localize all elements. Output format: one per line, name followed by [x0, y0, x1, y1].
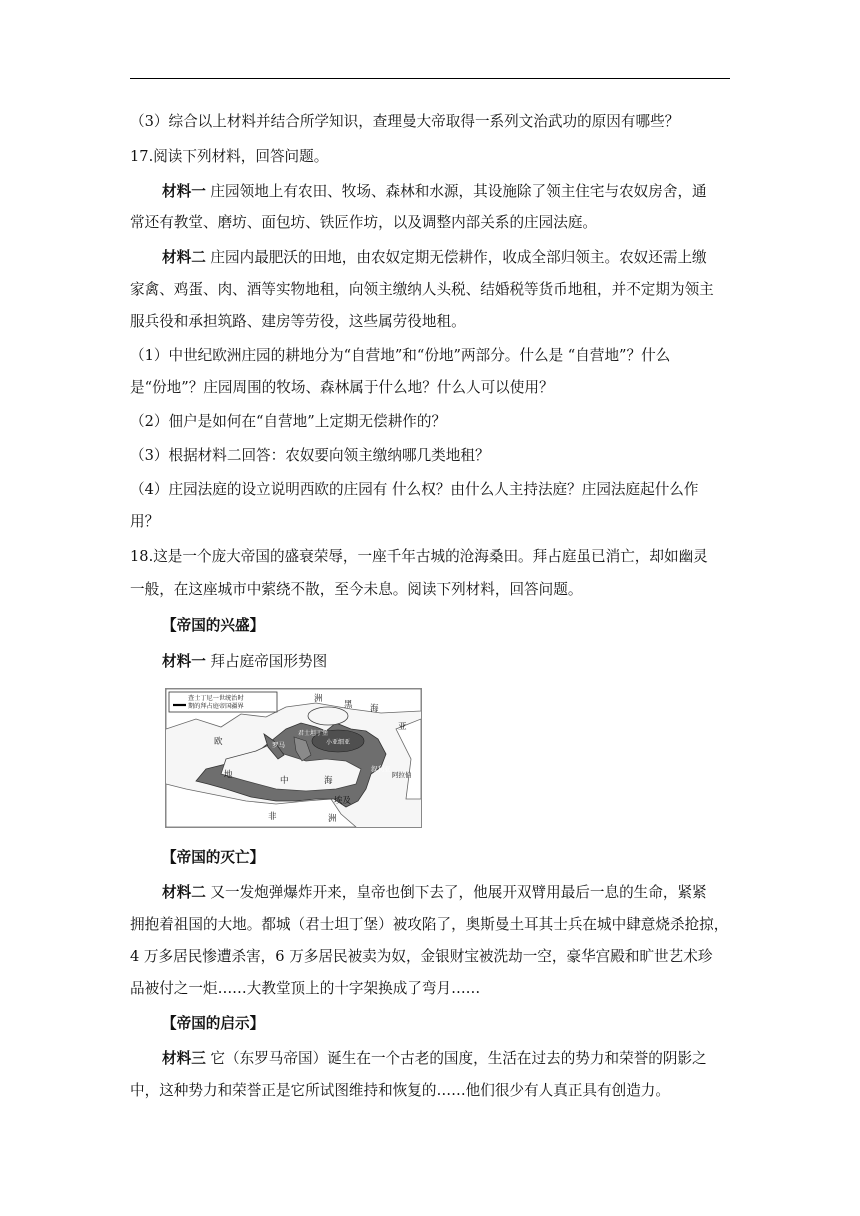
map-label: 海 [324, 776, 333, 786]
map-label: 君士坦丁堡 [298, 730, 329, 737]
q18-material2-line1 [162, 883, 730, 903]
map-label: 埃及 [334, 796, 352, 806]
q17-part4-line2: 用？ [130, 513, 160, 530]
q17-material2-line1 [162, 248, 730, 268]
q18-material1 [162, 652, 730, 672]
q17-part2: （2）佃户是如何在“自营地”上定期无偿耕作的？ [130, 413, 447, 430]
q17-part3: （3）根据材料二回答：农奴要向领主缴纳哪几类地租？ [130, 447, 490, 464]
map-label: 黑 [344, 700, 353, 710]
map-label: 叙利亚 [371, 765, 391, 773]
q18-intro-line1: 18.这是一个庞大帝国的盛衰荣辱，一座千年古城的沧海桑田。拜占庭虽已消亡，却如幽灵 [130, 548, 708, 565]
material-text: 拜占庭帝国形势图 [205, 653, 328, 670]
map-label: 洲 [328, 814, 337, 824]
map-label: 亚 [398, 722, 407, 732]
svg-text:期的拜占庭帝国疆界: 期的拜占庭帝国疆界 [188, 703, 244, 710]
map-label: 中 [280, 776, 289, 786]
section-heading-fall: 【帝国的灭亡】 [162, 849, 265, 866]
map-label: 洲 [314, 694, 323, 704]
map-label: 小亚细亚 [326, 739, 351, 746]
map-label: 海 [370, 704, 379, 714]
q17-material1-line2: 常还有教堂、磨坊、面包坊、铁匠作坊，以及调整内部关系的庄园法庭。 [130, 214, 598, 231]
q16-part3: （3）综合以上材料并结合所学知识，查理曼大帝取得一系列文治武功的原因有哪些？ [130, 113, 680, 130]
material-text: 又一发炮弹爆炸开来，皇帝也倒下去了，他展开双臂用最后一息的生命，紧紧 [205, 884, 707, 901]
q17-material1-line1 [162, 182, 730, 202]
q17-part4-line1: （4）庄园法庭的设立说明西欧的庄园有 什么权？由什么人主持法庭？庄园法庭起什么作 [130, 481, 699, 498]
section-heading-rise: 【帝国的兴盛】 [162, 617, 265, 634]
material-text: 它（东罗马帝国）诞生在一个古老的国度，生活在过去的势力和荣誉的阴影之 [205, 1050, 707, 1067]
map-label: 阿拉伯 [392, 771, 412, 779]
q17-material2-line2: 家禽、鸡蛋、肉、酒等实物地租，向领主缴纳人头税、结婚税等货币地租，并不定期为领主 [130, 281, 714, 298]
header-rule [130, 78, 730, 79]
section-heading-lesson: 【帝国的启示】 [162, 1015, 265, 1032]
material-text: 庄园领地上有农田、牧场、森林和水源，其设施除了领主住宅与农奴房舍，通 [205, 183, 707, 200]
map-label: 非 [268, 812, 277, 822]
material-label: 材料二 [162, 884, 206, 901]
q18-intro-line2: 一般，在这座城市中萦绕不散，至今未息。阅读下列材料，回答问题。 [130, 581, 583, 598]
q17-part1-line1: （1）中世纪欧洲庄园的耕地分为“自营地”和“份地”两部分。什么是 “自营地”？什么 [130, 347, 671, 364]
material-label: 材料一 [162, 183, 206, 200]
map-label: 地 [224, 770, 233, 780]
byzantine-empire-map [165, 688, 422, 828]
map-label: 欧 [214, 737, 223, 747]
q17-part1-line2: 是“份地”？庄园周围的牧场、森林属于什么地？什么人可以使用？ [130, 379, 554, 396]
q18-material2-line2: 拥抱着祖国的大地。都城（君士坦丁堡）被攻陷了，奥斯曼土耳其士兵在城中肆意烧杀抢掠， [130, 916, 729, 933]
map-label: 罗马 [272, 741, 285, 749]
q18-material2-line3: 4 万多居民惨遭杀害，6 万多居民被卖为奴，金银财宝被洗劫一空，豪华宫殿和旷世艺术珍 [130, 948, 713, 965]
q18-material3-line2: 中，这种势力和荣誉正是它所试图维持和恢复的……他们很少有人真正具有创造力。 [130, 1082, 670, 1099]
material-label: 材料三 [162, 1050, 206, 1067]
material-text: 庄园内最肥沃的田地，由农奴定期无偿耕作，收成全部归领主。农奴还需上缴 [205, 249, 707, 266]
material-label: 材料二 [162, 249, 206, 266]
q18-material2-line4: 品被付之一炬……大教堂顶上的十字架换成了弯月…… [130, 980, 481, 997]
map-legend: 查士丁尼一世统治时 [188, 695, 244, 702]
q17-title: 17.阅读下列材料，回答问题。 [130, 148, 329, 165]
material-label: 材料一 [162, 653, 206, 670]
q18-material3-line1 [162, 1049, 730, 1069]
q17-material2-line3: 服兵役和承担筑路、建房等劳役，这些属劳役地租。 [130, 313, 466, 330]
